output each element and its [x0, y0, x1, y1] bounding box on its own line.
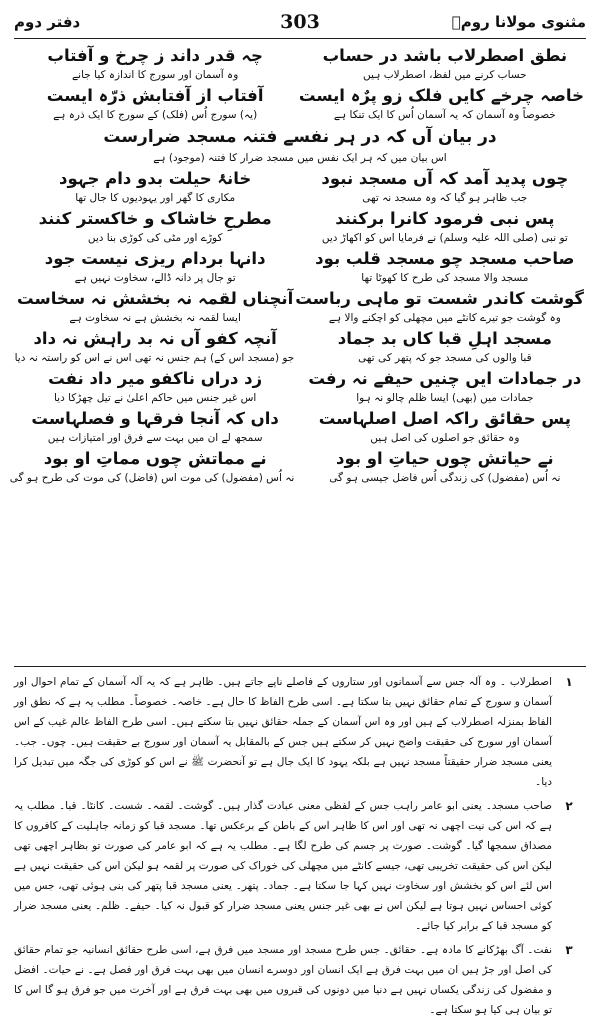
right-hemistich	[295, 287, 584, 327]
urdu-translation: کوڑے اور مٹی کی کوڑی بنا دیں	[87, 232, 223, 244]
persian-verse: آنچناں لقمہ نہ بخشش نہ سخاست	[17, 289, 294, 308]
persian-verse: خاصہ چرخے کایں فلک زو پرٌہ ایست	[298, 86, 584, 105]
couplet	[16, 327, 584, 367]
right-hemistich	[306, 367, 584, 407]
left-hemistich	[16, 367, 294, 407]
footnote-marker: ۲	[565, 799, 573, 813]
daftar-label: دفتر دوم	[14, 13, 81, 31]
couplet	[16, 84, 584, 124]
urdu-translation: تو نبی (صلی اللہ علیہ وسلم) نے فرمایا اس کو اکھاڑ دیں	[321, 232, 568, 244]
book-title: مثنوی مولانا رومؒ	[451, 13, 586, 31]
right-hemistich	[306, 207, 584, 247]
persian-verse: نطق اصطرلاب باشد در حساب	[322, 46, 568, 65]
urdu-translation: جو (مسجد اس کے) ہم جنس نہ تھی اس نے اس کو راستہ نہ دیا	[14, 352, 295, 364]
footnotes	[14, 672, 586, 1016]
urdu-translation: سمجھ لے ان میں بہت سے فرق اور امتیازات ہیں	[47, 432, 263, 444]
urdu-translation: ایسا لقمہ نہ بخشش ہے نہ سخاوت ہے	[69, 312, 241, 324]
footnote	[14, 796, 586, 936]
urdu-translation: وہ حقائق جو اصلوں کی اصل ہیں	[370, 432, 520, 444]
urdu-translation: مسجد والا مسجد کی طرح کا کھوٹا تھا	[361, 272, 529, 284]
urdu-translation: وہ آسمان اور سورج کا اندازہ کیا جانے	[72, 69, 239, 81]
urdu-translation: جمادات میں (بھی) ایسا ظلم چالو نہ ہوا	[356, 392, 534, 404]
right-hemistich	[306, 447, 584, 487]
persian-verse: نے مماتش چوں مماتِ او بود	[43, 449, 267, 468]
left-hemistich	[16, 44, 294, 84]
page-number: 303	[280, 11, 320, 33]
section-heading	[16, 124, 584, 167]
left-hemistich	[16, 247, 294, 287]
persian-verse: مسجد اہلِ قبا کاں بد جماد	[337, 329, 552, 348]
urdu-translation: مکاری کا گھر اور یہودیوں کا جال تھا	[75, 192, 236, 204]
couplet	[16, 207, 584, 247]
urdu-translation: قبا والوں کی مسجد جو کہ پتھر کی تھی	[358, 352, 532, 364]
urdu-translation: تو جال پر دانہ ڈالے، سخاوت نہیں ہے	[74, 272, 236, 284]
couplet	[16, 44, 584, 84]
footnote-text: اصطرلاب ۔ وہ آلہ جس سے آسمانوں اور ستاروں کے فاصلے ناپے جاتے ہیں۔ ظاہر ہے کہ یہ آلہ آسمان کے تمام احوال اور آسمان و سورج کے تمام حقائق نہیں بتا سکتا ہے۔ اسی طرح الفاظ کا حال ہے۔ خاصہ۔ خصوصاً۔ مطلب یہ ہے کہ نطق اور الفاظ بمنزلہ اصطرلاب کے ہیں اور وہ اس آسمان کے جملہ حقائق نہیں بتا سکتے ہیں۔ اسی طرح الفاظ عالم غیب کے اس آسمان اور سورج کی حقیقت واضح نہیں کر سکتے ہیں جس کے بالمقابل یہ آسمان اور سورج بے حقیقت ہیں۔ چوں۔ جب۔ یعنی مسجد ضرار حقیقتاً مسجد نہیں ہے بلکہ یہود کا ایک جال ہے تو آنحضرت ﷺ نے اس کو کوڑی کی جگہ میں تبدیل کرا دیا۔	[14, 676, 552, 788]
right-hemistich	[298, 84, 584, 124]
persian-verse: مطرحِ خاشاک و خاکستر کنند	[38, 209, 272, 228]
left-hemistich	[16, 167, 294, 207]
urdu-translation: (یہ) سورج اُس (فلک) کے سورج کا ایک ذرہ ہے	[53, 109, 258, 121]
persian-verse: داں کہ آنجا فرقہا و فصلہاست	[31, 409, 279, 428]
couplet	[16, 287, 584, 327]
right-hemistich	[306, 327, 584, 367]
left-hemistich	[16, 207, 294, 247]
footnote-text: نفت۔ آگ بھڑکانے کا مادہ ہے۔ حقائق۔ جس طرح مسجد اور مسجد میں فرق ہے، اسی طرح حقائق انسانیہ جو تمام حقائق کی اصل اور جڑ ہیں ان میں بہت فرق ہے ایک انسان اور دوسرے انسان میں بھی بہت فرق اور فصل ہے۔ نے حیات۔ افضل و مفضول کی زندگی یکساں نہیں ہے دنیا میں دونوں کی قبروں میں بھی بہت فرق ہے اور آخرت میں جو فرق ہو گا اس کا تو بیان ہی کیا ہو سکتا ہے۔	[14, 944, 552, 1016]
couplet	[9, 447, 584, 487]
persian-verse: در جمادات ایں چنیں حیفے نہ رفت	[308, 369, 582, 388]
persian-verse: خانۂ حیلت بدو دام جہود	[58, 169, 252, 188]
section-subtitle: اس بیان میں کہ ہر ایک نفس میں مسجد ضرار کا فتنہ (موجود) ہے	[153, 152, 447, 164]
urdu-translation: نہ اُس (مفضول) کی موت اس (فاضل) کی موت کی طرح ہو گی	[9, 472, 295, 484]
right-hemistich	[306, 44, 584, 84]
footnote-marker: ۳	[565, 943, 573, 957]
urdu-translation: خصوصاً وہ آسمان کہ یہ آسمان اُس کا ایک تنکا ہے	[333, 109, 556, 121]
couplet	[16, 367, 584, 407]
left-hemistich	[16, 407, 294, 447]
persian-verse: چوں پدید آمد کہ آں مسجد نبود	[321, 169, 569, 188]
urdu-translation: جب ظاہر ہو گیا کہ وہ مسجد نہ تھی	[362, 192, 528, 204]
poem-body	[9, 44, 584, 654]
persian-verse: زد دراں ناکفو میر داد نفت	[48, 369, 263, 388]
persian-verse: پس نبی فرمود کانرا برکنند	[335, 209, 555, 228]
persian-verse: نے حیاتش چوں حیاتِ او بود	[336, 449, 554, 468]
left-hemistich	[9, 447, 295, 487]
footnote-divider	[14, 666, 586, 667]
couplet	[16, 167, 584, 207]
urdu-translation: وہ گوشت جو تیرے کانٹے میں مچھلی کو اچکنے والا ہے	[328, 312, 561, 324]
footnote	[14, 672, 586, 792]
urdu-translation: نہ اُس (مفضول) کی زندگی اُس فاضل جیسی ہو گی	[329, 472, 561, 484]
persian-verse: آنچہ کفو آں نہ بد راہش نہ داد	[33, 329, 277, 348]
couplet	[16, 407, 584, 447]
right-hemistich	[306, 247, 584, 287]
left-hemistich	[16, 84, 294, 124]
persian-verse: گوشت کاندر شست تو ماہی رباست	[295, 289, 584, 308]
left-hemistich	[16, 327, 294, 367]
persian-verse: دانہا بردام ریزی نیست جود	[44, 249, 266, 268]
footnote-text: صاحب مسجد۔ یعنی ابو عامر راہب جس کے لفظی معنی عبادت گذار ہیں۔ گوشت۔ لقمہ۔ شست۔ کانٹا۔ قبا۔ مطلب یہ ہے کہ اس کی نیت اچھی نہ تھی اور اس کا ظاہر اس کے باطن کے برعکس تھا۔ مسجد قبا کو زمانہ جاہلیت کے کافروں کا مصداق سمجھا گیا۔ گوشت۔ صورت پر جسم کی طرح لگا ہے۔ مطلب یہ ہے کہ ابو عامر کی صورت تو بظاہر اچھی تھی لیکن اس کی حقیقت تخریبی تھی، جیسے کانٹے میں مچھلی کی خوراک کی صورت پر لقمہ ہو لیکن اس کی حقیقت نہیں ہے اس لئے اس کو بخشش اور سخاوت نہیں کہا جا سکتا ہے۔ جماد۔ پتھر۔ یعنی مسجد قبا پتھر کی بنی ہوئی تھی، جس میں کوئی احساس نہیں ہوتا ہے لیکن اس نے بھی غیر جنس یعنی مسجد ضرار کو قبول نہ کیا۔ حیفے۔ ظلم۔ یعنی مسجد ضرار کو مسجد قبا کے برابر کیا جائے۔	[14, 800, 552, 932]
right-hemistich	[306, 167, 584, 207]
section-title: در بیان آں کہ در ہر نفسے فتنہ مسجد ضرارست	[103, 127, 497, 147]
urdu-translation: حساب کرنے میں لفظ، اصطرلاب ہیں	[363, 69, 527, 81]
persian-verse: آفتاب از آفتابش ذرّہ ایست	[46, 86, 264, 105]
left-hemistich	[16, 287, 294, 327]
footnote-marker: ۱	[565, 675, 573, 689]
urdu-translation: اس غیر جنس میں حاکم اعلیٰ نے تیل چھڑکا دیا	[53, 392, 257, 404]
persian-verse: صاحب مسجد چو مسجد قلب بود	[315, 249, 575, 268]
footnote	[14, 940, 586, 1020]
right-hemistich	[306, 407, 584, 447]
persian-verse: پس حقائق راکہ اصل اصلہاست	[318, 409, 571, 428]
page-header	[14, 6, 586, 39]
persian-verse: چہ قدر داند ز چرخ و آفتاب	[47, 46, 263, 65]
couplet	[16, 247, 584, 287]
